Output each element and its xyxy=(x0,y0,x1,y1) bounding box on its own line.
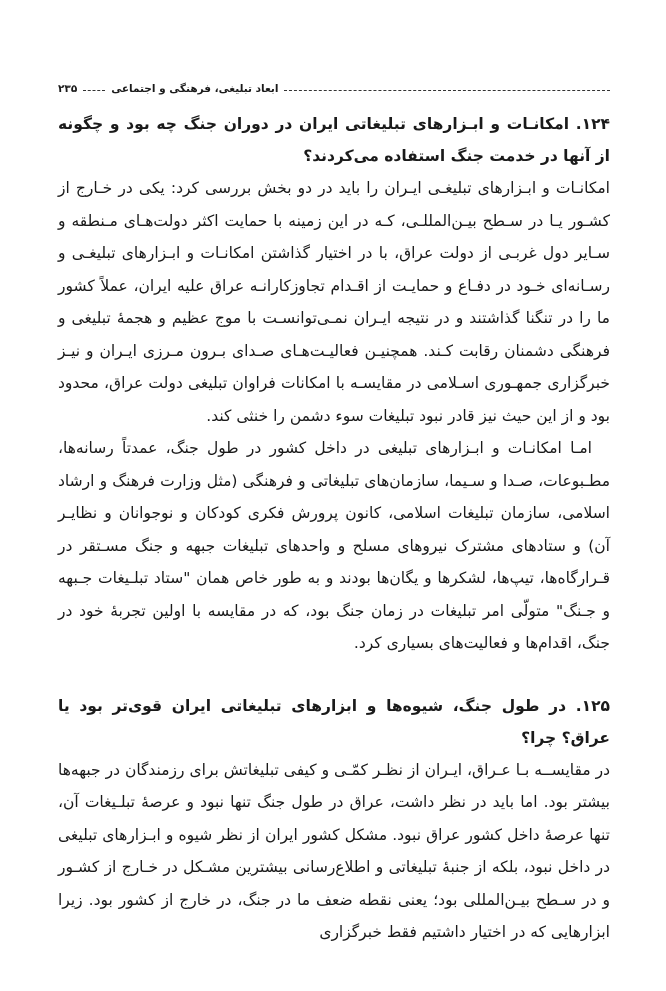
running-header xyxy=(58,80,610,98)
header-dash-rule xyxy=(284,90,610,91)
running-title: ابعاد تبلیغی، فرهنگی و اجتماعی xyxy=(111,83,279,95)
question-125-heading: ۱۲۵. در طول جنگ، شیوه‌ها و ابزارهای تبلیغاتی ایران قوی‌تر بود یا عراق؟ چرا؟ xyxy=(58,696,610,747)
section-spacer xyxy=(58,660,610,680)
question-124-heading: ۱۲۴. امکانـات و ابـزارهای تبلیغاتی ایران در دوران جنگ چه بود و چگونه از آنها در خدمت جنگ استفاده می‌کردند؟ xyxy=(58,115,610,165)
book-page xyxy=(58,80,610,949)
page-number: ۲۳۵ xyxy=(58,83,78,95)
answer-124-paragraph-1: امکانـات و ابـزارهای تبلیغـی ایـران را باید در دو بخش بررسی کرد: یکی در خـارج از کشـور یـا در سـطح بیـن‌المللـی، کـه در این زمینه با حمایت اکثر دولت‌هـای مـنطقه و سـایر دول غربـی از دولت عراق، با در اختیار گذاشتن امکانـات و ابـزارهای تبلیغـی و رسـانه‌ای خـود در دفـاع و حمایـت از اقـدام تجاوزکارانـه عراق علیه ایران، عملاً کشور ما را در تنگنا گذاشتند و در نتیجه ایـران نمـی‌توانسـت با موج عظیم و هجمهٔ تبلیغی و فرهنگی دشمنان رقابت کـند. همچنیـن فعالیـت‌هـای صـدای بـرون مـرزی ایـران و نیـز خبرگزاری جمهـوری اسـلامی در مقایسـه با امکانات فراوان تبلیغی دولت عراق، محدود بود و از این حیث نیز قادر نبود تبلیغات سوء دشمن را خنثی کند. xyxy=(58,179,610,425)
answer-124-paragraph-2: امـا امکانـات و ابـزارهای تبلیغی در داخل کشور در طول جنگ، عمدتاً رسانه‌ها، مطـبوعات، صـدا و سـیما، سازمان‌های تبلیغاتی و فرهنگی (مثل وزارت فرهنگ و ارشاد اسلامی، سازمان تبلیغات اسلامی، کانون پرورش فکری کودکان و نوجوانان و نظایـر آن) و ستادهای مشترک نیروهای مسلح و واحدهای تبلیغات جبهه و جنگ مسـتقر در قـرارگاه‌ها، تیپ‌ها، لشکرها و یگان‌ها بودند و به طور خاص همان "ستاد تبلـیغات جـبهه و جـنگ" متولّی امر تبلیغات در زمان جنگ بود، که در مقایسه با اولین تجربهٔ خود در جنگ، اقدام‌ها و فعالیت‌های بسیاری کرد. xyxy=(58,439,610,652)
header-dash-short xyxy=(83,90,105,91)
answer-125-paragraph-1: در مقایســه بـا عـراق، ایـران از نظـر کمّـی و کیفی تبلیغاتش برای رزمندگان در جبهه‌ها بیشتر بود. اما باید در نظر داشت، عراق در طول جنگ تنها نبود و عرصهٔ تبلـیغات آن، تنها عرصهٔ داخل کشور عراق نبود. مشکل کشور ایران از نظر شیوه و ابـزارهای تبلیغی در داخل نبود، بلکه از جنبهٔ تبلیغاتی و اطلاع‌رسانی بیشترین مشـکل در خـارج از کشـور و در سـطح بیـن‌المللی بود؛ یعنی نقطه ضعف ما در جنگ، در خارج از کشور بود. زیرا ابزارهایی که در اختیار داشتیم فقط خبرگزاری xyxy=(58,760,610,941)
